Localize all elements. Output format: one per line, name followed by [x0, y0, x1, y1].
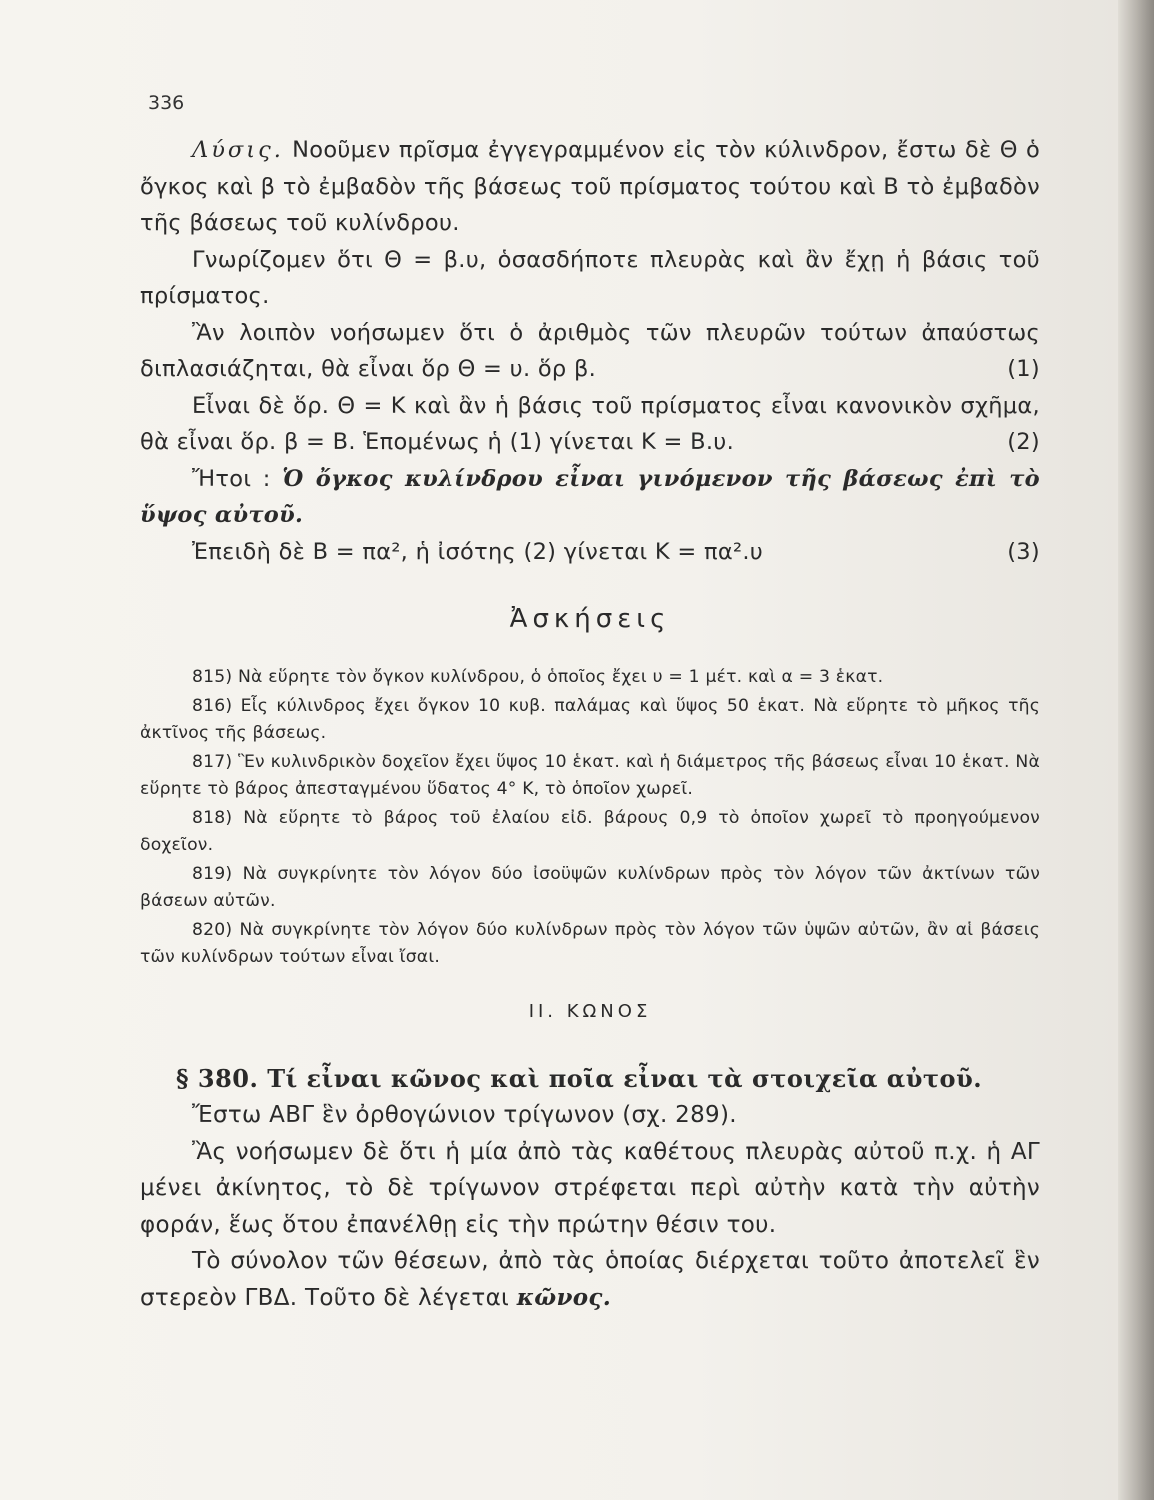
exercise-text: Νὰ εὕρητε τὸν ὄγκον κυλίνδρου, ὁ ὁποῖος ἔχει υ = 1 μέτ. καὶ α = 3 ἑκατ. [237, 667, 884, 687]
cone-term: κῶνος. [516, 1283, 611, 1311]
section-title: ΙΙ. ΚΩΝΟΣ [528, 1001, 652, 1022]
solution-label: Λύσις. [192, 137, 284, 163]
solution-paragraph-1 [140, 132, 1040, 242]
exercise-818 [140, 805, 1040, 859]
solution-paragraph-5 [140, 461, 1040, 534]
exercise-number: 819) [192, 864, 233, 884]
exercise-list [140, 664, 1040, 971]
exercise-817 [140, 749, 1040, 803]
exercise-text: Νὰ εὕρητε τὸ βάρος τοῦ ἐλαίου εἰδ. βάρους 0,9 τὸ ὁποῖον χωρεῖ τὸ προηγούμενον δοχεῖον. [140, 808, 1040, 855]
equation-number-1: (1) [1007, 356, 1040, 382]
solution-paragraph-6 [140, 534, 1040, 571]
solution-paragraph-3 [140, 315, 1040, 388]
page-edge-shadow [1118, 0, 1154, 1500]
exercise-text: Ἓν κυλινδρικὸν δοχεῖον ἔχει ὕψος 10 ἑκατ. καὶ ἡ διάμετρος τῆς βάσεως εἶναι 10 ἑκατ. Νὰ εὕρητε τὸ βάρος ἀπεσταγμένου ὕδατος 4° Κ, τὸ ὁποῖον χωρεῖ. [140, 752, 1040, 799]
exercise-text: Εἷς κύλινδρος ἔχει ὄγκον 10 κυβ. παλάμας καὶ ὕψος 50 ἑκατ. Νὰ εὕρητε τὸ μῆκος τῆς ἀκτῖνος τῆς βάσεως. [140, 696, 1040, 743]
page-content [140, 132, 1040, 1316]
page-number: 336 [148, 92, 185, 114]
solution-paragraph-2: Γνωρίζομεν ὅτι Θ = β.υ, ὁσασδήποτε πλευρὰς καὶ ἂν ἔχῃ ἡ βάσις τοῦ πρίσματος. [140, 246, 1040, 309]
exercise-number: 816) [192, 696, 233, 716]
exercise-text: Νὰ συγκρίνητε τὸν λόγον δύο ἰσοϋψῶν κυλίνδρων πρὸς τὸν λόγον τῶν ἀκτίνων τῶν βάσεων αὐτῶν. [140, 864, 1040, 911]
exercise-number: 817) [192, 752, 233, 772]
exercise-819 [140, 861, 1040, 915]
exercise-number: 820) [192, 920, 233, 940]
cone-paragraph-1: Ἔστω ΑΒΓ ἓν ὀρθογώνιον τρίγωνον (σχ. 289). [192, 1102, 737, 1128]
cone-paragraph-3 [140, 1243, 1040, 1316]
exercise-816 [140, 693, 1040, 747]
cone-paragraph-2: Ἂς νοήσωμεν δὲ ὅτι ἡ μία ἀπὸ τὰς καθέτους πλευρὰς αὐτοῦ π.χ. ἡ ΑΓ μένει ἀκίνητος, τὸ δὲ τρίγωνον στρέφεται περὶ αὐτὴν κατὰ τὴν αὐτὴν φοράν, ἕως ὅτου ἐπανέλθῃ εἰς τὴν πρώτην θέσιν του. [140, 1138, 1040, 1238]
exercise-815 [140, 664, 1040, 691]
exercises-heading: Ἀσκήσεις [509, 604, 671, 634]
solution-text-6: Ἐπειδὴ δὲ Β = πα², ἡ ἰσότης (2) γίνεται Κ = πα².υ [192, 538, 764, 565]
cone-text-3: Τὸ σύνολον τῶν θέσεων, ἀπὸ τὰς ὁποίας διέρχεται τοῦτο ἀποτελεῖ ἓν στερεὸν ΓΒΔ. Τοῦτο δὲ λέγεται [140, 1248, 1040, 1311]
exercise-number: 815) [192, 667, 233, 687]
solution-text-4: Εἶναι δὲ ὅρ. Θ = Κ καὶ ἂν ἡ βάσις τοῦ πρίσματος εἶναι κανονικὸν σχῆμα, θὰ εἶναι ὅρ. β = Β. Ἑπομένως ἡ (1) γίνεται Κ = Β.υ. [140, 392, 1040, 455]
exercise-820 [140, 917, 1040, 971]
solution-paragraph-4 [140, 388, 1040, 461]
equation-number-3: (3) [1007, 538, 1040, 565]
solution-text-3: Ἂν λοιπὸν νοήσωμεν ὅτι ὁ ἀριθμὸς τῶν πλευρῶν τούτων ἀπαύστως διπλασιάζηται, θὰ εἶναι ὅρ Θ = υ. ὅρ β. [140, 319, 1040, 382]
exercise-text: Νὰ συγκρίνητε τὸν λόγον δύο κυλίνδρων πρὸς τὸν λόγον τῶν ὑψῶν αὐτῶν, ἂν αἱ βάσεις τῶν κυλίνδρων τούτων εἶναι ἴσαι. [140, 920, 1041, 967]
exercise-number: 818) [192, 808, 233, 828]
paragraph-title: § 380. Τί εἶναι κῶνος καὶ ποῖα εἶναι τὰ στοιχεῖα αὐτοῦ. [176, 1064, 983, 1093]
volume-theorem: Ὁ ὄγκος κυλίνδρου εἶναι γινόμενον τῆς βάσεως ἐπὶ τὸ ὕψος αὐτοῦ. [140, 465, 1040, 528]
solution-text-1: Νοοῦμεν πρῖσμα ἐγγεγραμμένον εἰς τὸν κύλινδρον, ἔστω δὲ Θ ὁ ὄγκος καὶ β τὸ ἐμβαδὸν τῆς βάσεως τοῦ πρίσματος τούτου καὶ Β τὸ ἐμβαδὸν τῆς βάσεως τοῦ κυλίνδρου. [140, 137, 1041, 236]
equation-number-2: (2) [1007, 429, 1040, 455]
solution-lead: Ἤτοι : [192, 465, 271, 492]
